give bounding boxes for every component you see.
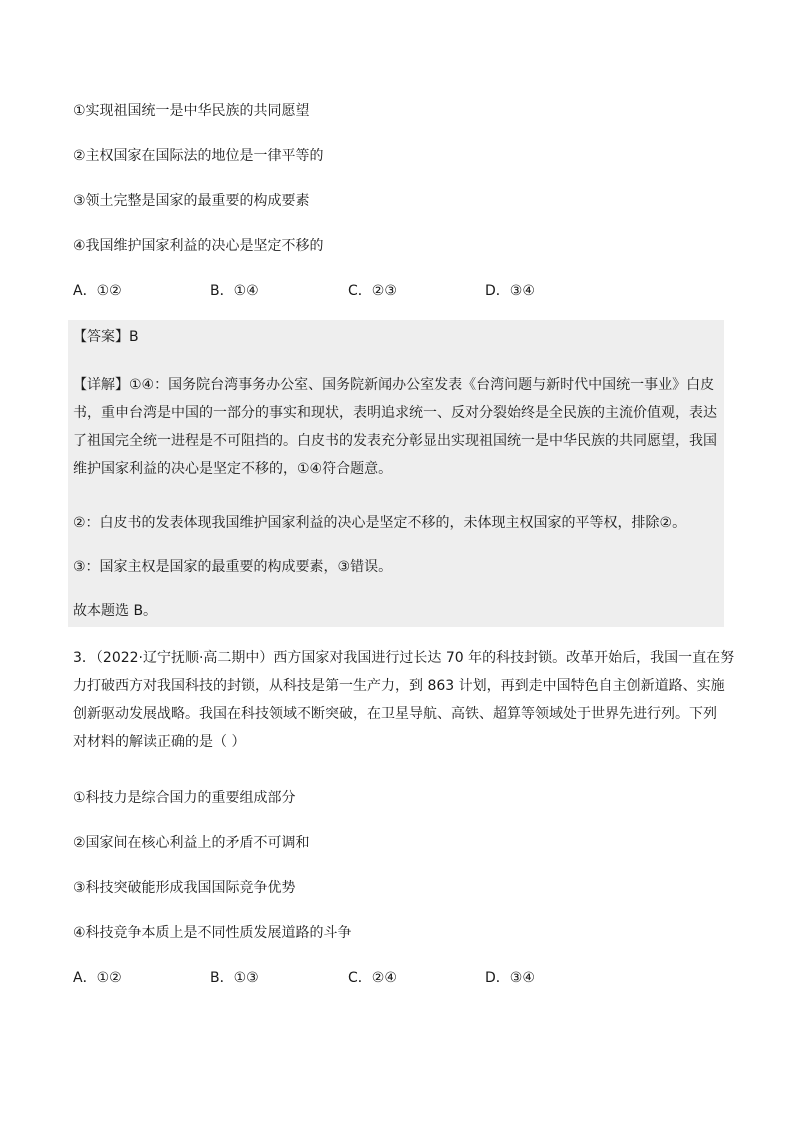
detail-line: 【详解】①④：国务院台湾事务办公室、国务院新闻办公室发表《台湾问题与新时代中国统一事业》白皮 [73, 377, 715, 393]
q3-stem [73, 644, 735, 756]
q2-option-d: D．③④ [485, 283, 535, 299]
answer-note-3: ③：国家主权是国家的最重要的构成要素，③错误。 [73, 559, 393, 575]
detail-line: 维护国家利益的决心是坚定不移的，①④符合题意。 [73, 461, 393, 477]
answer-conclusion: 故本题选 B。 [73, 603, 158, 619]
detail-line: 书，重申台湾是中国的一部分的事实和现状，表明追求统一、反对分裂始终是全民族的主流价值观，表达 [73, 405, 717, 421]
q2-option-c: C．②③ [348, 283, 397, 299]
q3-option-d: D．③④ [485, 970, 535, 986]
answer-line: 【答案】B [73, 329, 139, 345]
q3-stem-line: 对材料的解读正确的是（ ） [73, 734, 246, 750]
q3-stem-line: 创新驱动发展战略。我国在科技领域不断突破，在卫星导航、高铁、超算等领域处于世界先进行列。下列 [73, 706, 717, 722]
answer-explanation-box [68, 320, 724, 627]
q2-statement-2: ②主权国家在国际法的地位是一律平等的 [73, 148, 324, 164]
q3-statement-1: ①科技力是综合国力的重要组成部分 [73, 790, 296, 806]
q3-options [73, 967, 713, 989]
q3-option-a: A．①② [73, 970, 122, 986]
detail-line: 了祖国完全统一进程是不可阻挡的。白皮书的发表充分彰显出实现祖国统一是中华民族的共同愿望，我国 [73, 433, 717, 449]
q2-option-b: B．①④ [210, 283, 259, 299]
q3-option-b: B．①③ [210, 970, 259, 986]
q2-statement-3: ③领土完整是国家的最重要的构成要素 [73, 193, 310, 209]
q3-option-c: C．②④ [348, 970, 397, 986]
q2-statement-4: ④我国维护国家利益的决心是坚定不移的 [73, 238, 324, 254]
q3-stem-line: 力打破西方对我国科技的封锁，从科技是第一生产力，到 863 计划，再到走中国特色自主创新道路、实施 [73, 678, 725, 694]
q2-statement-1: ①实现祖国统一是中华民族的共同愿望 [73, 103, 310, 119]
q2-options [73, 280, 713, 302]
q3-statement-3: ③科技突破能形成我国国际竞争优势 [73, 880, 296, 896]
q3-statement-2: ②国家间在核心利益上的矛盾不可调和 [73, 835, 310, 851]
answer-detail [73, 371, 717, 483]
q2-option-a: A．①② [73, 283, 122, 299]
q3-statement-4: ④科技竞争本质上是不同性质发展道路的斗争 [73, 925, 352, 941]
answer-note-2: ②：白皮书的发表体现我国维护国家利益的决心是坚定不移的，未体现主权国家的平等权，排除②。 [73, 515, 687, 531]
q3-stem-line: 3．（2022·辽宁抚顺·高二期中）西方国家对我国进行过长达 70 年的科技封锁。改革开始后，我国一直在努 [73, 650, 735, 666]
